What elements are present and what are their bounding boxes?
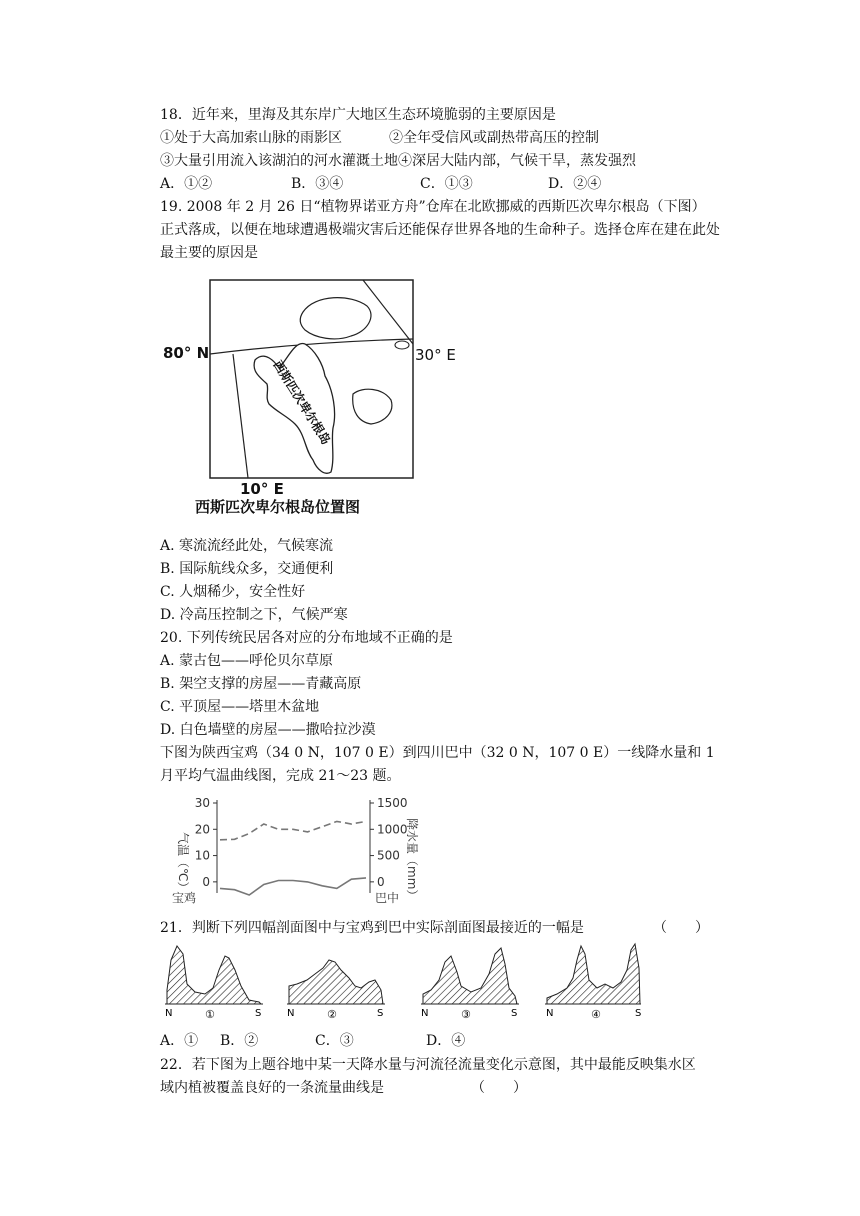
label-80n: 80° N — [163, 344, 210, 362]
right-tick-label: 1500 — [377, 796, 408, 810]
q20-stem: 20. 下列传统民居各对应的分布地域不正确的是 — [160, 630, 453, 646]
left-axis-label: 气温（℃） — [176, 832, 190, 894]
q20-option-b: B. 架空支撑的房屋——青藏高原 — [160, 676, 362, 692]
q18-option-2: ②全年受信风或副热带高压的控制 — [389, 130, 599, 146]
q19-stem-line-2: 正式落成，以便在地球遭遇极端灾害后还能保存世界各地的生命种子。选择仓库在建在此处 — [160, 222, 720, 238]
profile-4-s: S — [635, 1008, 642, 1019]
profile-2-number: ② — [327, 1008, 337, 1021]
right-axis-label: 降水量（mm） — [405, 818, 419, 902]
x-end-label: 巴中 — [375, 891, 400, 905]
q18-choice-c: C．①③ — [420, 176, 473, 192]
q18-choice-b: B．③④ — [291, 176, 344, 192]
q20-option-d: D. 白色墙壁的房屋——撒哈拉沙漠 — [160, 722, 376, 738]
q19-stem-line-1: 19. 2008 年 2 月 26 日“植物界诺亚方舟”仓库在北欧挪威的西斯匹次卑尔根岛（下图） — [160, 199, 706, 215]
label-10e: 10° E — [240, 480, 284, 498]
left-tick-label: 0 — [202, 874, 210, 889]
island-name-label: 西斯匹次卑尔根岛 — [270, 358, 334, 448]
profile-2-s: S — [377, 1008, 384, 1019]
q18-option-3-4: ③大量引用流入该湖泊的河水灌溉土地④深居大陆内部，气候干旱，蒸发强烈 — [160, 153, 636, 169]
profile-2-n: N — [287, 1008, 295, 1019]
northeast-land-island — [300, 298, 371, 339]
right-tick-label: 0 — [377, 874, 385, 889]
temperature-series-line — [220, 878, 366, 895]
profile-1-n: N — [165, 1008, 173, 1019]
right-tick-label: 500 — [377, 848, 400, 863]
profile-3-number: ③ — [461, 1008, 471, 1021]
profile-1-s: S — [255, 1008, 262, 1019]
profile-2 — [287, 960, 385, 1021]
q19-option-a: A. 寒流流经此处，气候寒流 — [160, 538, 334, 554]
q20-option-a: A. 蒙古包——呼伦贝尔草原 — [160, 653, 334, 669]
edge-island — [353, 389, 392, 424]
profile-3-s: S — [511, 1008, 518, 1019]
right-tick-label: 1000 — [377, 822, 408, 837]
precipitation-temperature-chart — [170, 790, 419, 905]
meridian-10e — [233, 354, 248, 478]
q19-option-d: D. 冷高压控制之下，气候严寒 — [160, 607, 348, 623]
q20-option-c: C. 平顶屋——塔里木盆地 — [160, 699, 320, 715]
left-tick-label: 30 — [194, 796, 210, 810]
q22-stem-line-2: 域内植被覆盖良好的一条流量曲线是 — [160, 1080, 384, 1096]
terrain-profiles — [155, 940, 655, 1022]
q21-choice-b: B．② — [220, 1033, 259, 1049]
svalbard-location-map — [155, 272, 470, 520]
left-tick-label: 20 — [194, 822, 210, 837]
profile-3-n: N — [421, 1008, 429, 1019]
left-tick-label: 10 — [194, 848, 210, 863]
q21-choice-c: C．③ — [315, 1033, 354, 1049]
intro-line-1: 下图为陕西宝鸡（34 0 N，107 0 E）到四川巴中（32 0 N，107 0 E）一线降水量和 1 — [160, 745, 715, 761]
q19-option-c: C. 人烟稀少，安全性好 — [160, 584, 306, 600]
q22-answer-paren: （ ） — [471, 1080, 527, 1096]
q18-choice-d: D．②④ — [548, 176, 602, 192]
west-spitsbergen-island — [254, 343, 334, 473]
q19-option-b: B. 国际航线众多，交通便利 — [160, 561, 334, 577]
precipitation-series-line — [220, 821, 366, 839]
profile-3 — [421, 948, 519, 1021]
q18-stem: 18．近年来，里海及其东岸广大地区生态环境脆弱的主要原因是 — [160, 107, 556, 123]
q21-answer-paren: （ ） — [653, 920, 709, 936]
profile-4 — [545, 944, 641, 1021]
map-caption: 西斯匹次卑尔根岛位置图 — [195, 498, 361, 516]
q18-choice-a: A．①② — [160, 176, 213, 192]
q21-stem: 21．判断下列四幅剖面图中与宝鸡到巴中实际剖面图最接近的一幅是 — [160, 920, 584, 936]
profile-1-number: ① — [205, 1008, 215, 1021]
intro-line-2: 月平均气温曲线图，完成 21～23 题。 — [160, 768, 401, 784]
x-start-label: 宝鸡 — [172, 891, 197, 905]
label-30e: 30° E — [415, 346, 456, 364]
q22-stem-line-1: 22．若下图为上题谷地中某一天降水量与河流径流量变化示意图，其中最能反映集水区 — [160, 1057, 696, 1073]
profile-4-number: ④ — [591, 1008, 601, 1021]
q19-stem-line-3: 最主要的原因是 — [160, 245, 258, 261]
profile-4-n: N — [546, 1008, 554, 1019]
q18-option-1: ①处于大高加索山脉的雨影区 — [160, 130, 342, 146]
q21-choice-d: D．④ — [426, 1033, 466, 1049]
q21-choice-a: A．① — [160, 1033, 199, 1049]
small-islet — [395, 341, 409, 349]
profile-1 — [165, 946, 263, 1021]
